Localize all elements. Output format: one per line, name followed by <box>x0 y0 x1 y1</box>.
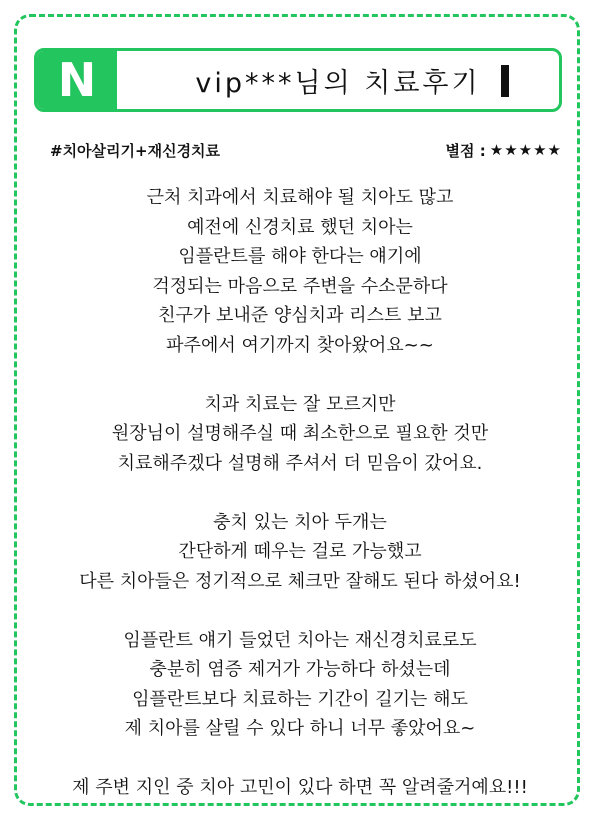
review-line: 임플란트를 해야 한다는 얘기에 <box>178 246 422 267</box>
logo-letter: N <box>57 53 97 107</box>
review-line: 원장님이 설명해주실 때 최소한으로 필요한 것만 <box>111 423 489 444</box>
star-rating-icon: ★★★★★ <box>489 141 562 159</box>
review-paragraph <box>30 183 570 360</box>
review-line: 친구가 보내준 양심치과 리스트 보고 <box>158 305 442 326</box>
rating-label: 별점 : <box>445 141 486 160</box>
review-line: 예전에 신경치료 했던 치아는 <box>187 216 413 238</box>
review-line: 파주에서 여기까지 찾아왔어요~~ <box>166 334 434 356</box>
review-line: 다른 치아들은 정기적으로 체크만 잘해도 된다 하셨어요! <box>79 570 521 592</box>
review-line: 간단하게 떼우는 걸로 가능했고 <box>178 541 422 562</box>
review-paragraph <box>30 773 570 803</box>
review-paragraph <box>30 390 570 479</box>
review-line: 제 치아를 살릴 수 있다 하니 너무 좋았어요~ <box>124 718 476 739</box>
naver-logo-icon <box>37 51 117 109</box>
rating <box>446 140 562 161</box>
review-line: 임플란트 얘기 들었던 치아는 재신경치료로도 <box>123 629 477 651</box>
review-paragraph <box>30 508 570 597</box>
review-line: 걱정되는 마음으로 주변을 수소문하다 <box>152 275 448 297</box>
review-line: 제 주변 지인 중 치아 고민이 있다 하면 꼭 알려줄거예요!!! <box>72 777 528 798</box>
review-line: 충분히 염증 제거가 가능하다 하셨는데 <box>149 659 451 680</box>
review-line: 치료해주겠다 설명해 주셔서 더 믿음이 갔어요. <box>117 452 483 474</box>
review-meta <box>50 138 562 162</box>
review-title: vip***님의 치료후기 <box>195 67 481 99</box>
review-line: 충치 있는 치아 두개는 <box>213 511 387 533</box>
review-line: 근처 치과에서 치료해야 될 치아도 많고 <box>146 187 454 208</box>
review-body <box>30 183 570 832</box>
text-cursor-icon <box>501 65 509 97</box>
hashtags: #치아살리기+재신경치료 <box>50 141 221 160</box>
review-line: 임플란트보다 치료하는 기간이 길기는 해도 <box>132 688 468 710</box>
review-header <box>34 48 562 112</box>
review-line: 치과 치료는 잘 모르지만 <box>204 393 396 415</box>
review-paragraph <box>30 626 570 744</box>
